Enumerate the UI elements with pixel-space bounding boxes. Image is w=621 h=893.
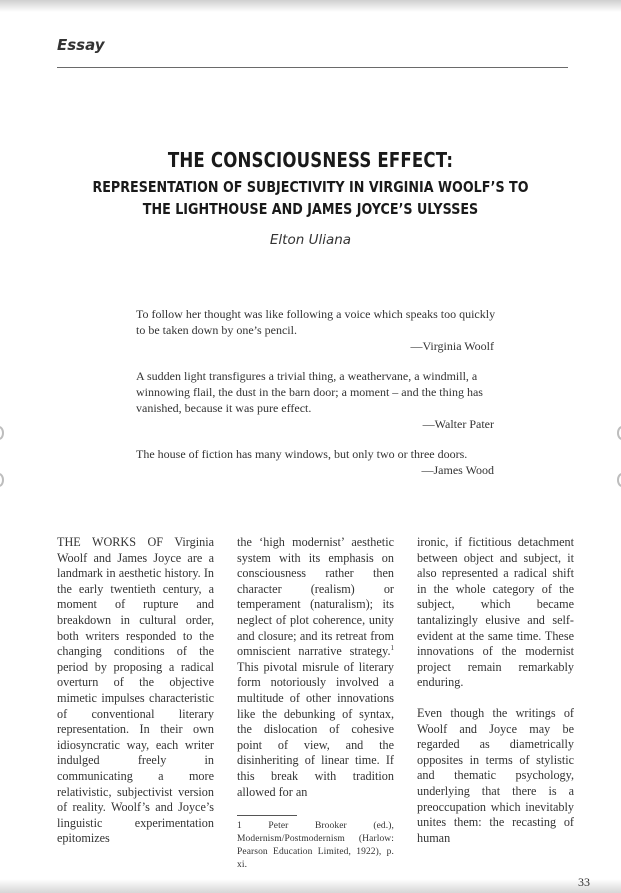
body-text: the ‘high modernist’ aesthetic system with its emphasis on consciousness rather then character (realism) or temperament (naturalism); its neglect of plot coherence, unity and closure; and its retreat from omniscient narrative strategy. (237, 535, 394, 659)
epigraph-quote: To follow her thought was like following a voice which speaks too quickly to be taken down by one’s pencil. (136, 307, 496, 337)
section-label: Essay (57, 36, 105, 54)
page-turn-left-icon[interactable] (0, 426, 4, 440)
epigraph-quote: A sudden light transfigures a trivial thing, a weathervane, a windmill, a winnowing flail, the dust in the barn door; a moment – and the thing has vanished, because it was pure effect. (136, 369, 483, 415)
epigraph (136, 306, 496, 354)
body-paragraph: Even though the writings of Woolf and Joyce may be regarded as diametrically opposites in terms of stylistic and thematic psychology, underlying that there is a preoccupation which inevitably unites them: the recasting of human (417, 705, 574, 845)
epigraph-attribution: —James Wood (421, 463, 494, 477)
epigraph (136, 368, 496, 432)
body-text: This pivotal misrule of literary form notoriously involved a multitude of other innovations like the debunking of syntax, the dislocation of cohesive point of view, and the disinheriting of linear time. If this break with tradition allowed for an (237, 659, 394, 799)
page-turn-right-icon[interactable] (617, 426, 621, 440)
header-divider (57, 67, 568, 68)
epigraph-list (136, 306, 496, 492)
article-author: Elton Uliana (269, 232, 352, 248)
top-edge-shadow (0, 0, 621, 12)
page-turn-left-icon[interactable] (0, 473, 4, 487)
epigraph-attribution: —Walter Pater (422, 417, 494, 431)
article-subtitle: REPRESENTATION OF SUBJECTIVITY IN VIRGINIA WOOLF’S TO THE LIGHTHOUSE AND JAMES JOYCE’S ULYSSES (92, 178, 529, 218)
body-paragraph (237, 535, 394, 800)
article-title: THE CONSCIOUSNESS EFFECT: (167, 148, 454, 172)
footnote: 1 Peter Brooker (ed.), Modernism/Postmodernism (Harlow: Pearson Education Limited, 1922), p. xi. (237, 821, 394, 871)
body-paragraph: THE WORKS OF Virginia Woolf and James Joyce are a landmark in aesthetic history. In the early twentieth century, a moment of rupture and breakdown in cultural order, both writers responded to the changing conditions of the period by proposing a radical overturn of the objective mimetic impulses characteristic of conventional literary representation. In their own idiosyncratic way, each writer indulged freely in communicating a more relativistic, subjectivist version of reality. Woolf’s and Joyce’s linguistic experimentation epitomizes (57, 535, 214, 846)
body-column-3 (417, 535, 574, 855)
body-column-2 (237, 535, 394, 871)
page-turn-right-icon[interactable] (617, 473, 621, 487)
epigraph (136, 446, 496, 478)
footnote-reference[interactable]: 1 (390, 644, 394, 653)
epigraph-attribution: —Virginia Woolf (410, 339, 494, 353)
body-paragraph: ironic, if fictitious detachment between object and subject, it also represented a radical shift in the whole category of the subject, which became tantalizingly elusive and self-evident at the same time. These innovations of the modernist project remain remarkably enduring. (417, 535, 574, 690)
body-columns (57, 535, 574, 871)
page-number: 33 (578, 875, 590, 889)
epigraph-quote: The house of fiction has many windows, but only two or three doors. (136, 447, 468, 461)
body-column-1 (57, 535, 214, 855)
bottom-edge-shadow (0, 879, 621, 893)
article-title-block (40, 148, 581, 220)
footnote-divider (237, 815, 297, 816)
